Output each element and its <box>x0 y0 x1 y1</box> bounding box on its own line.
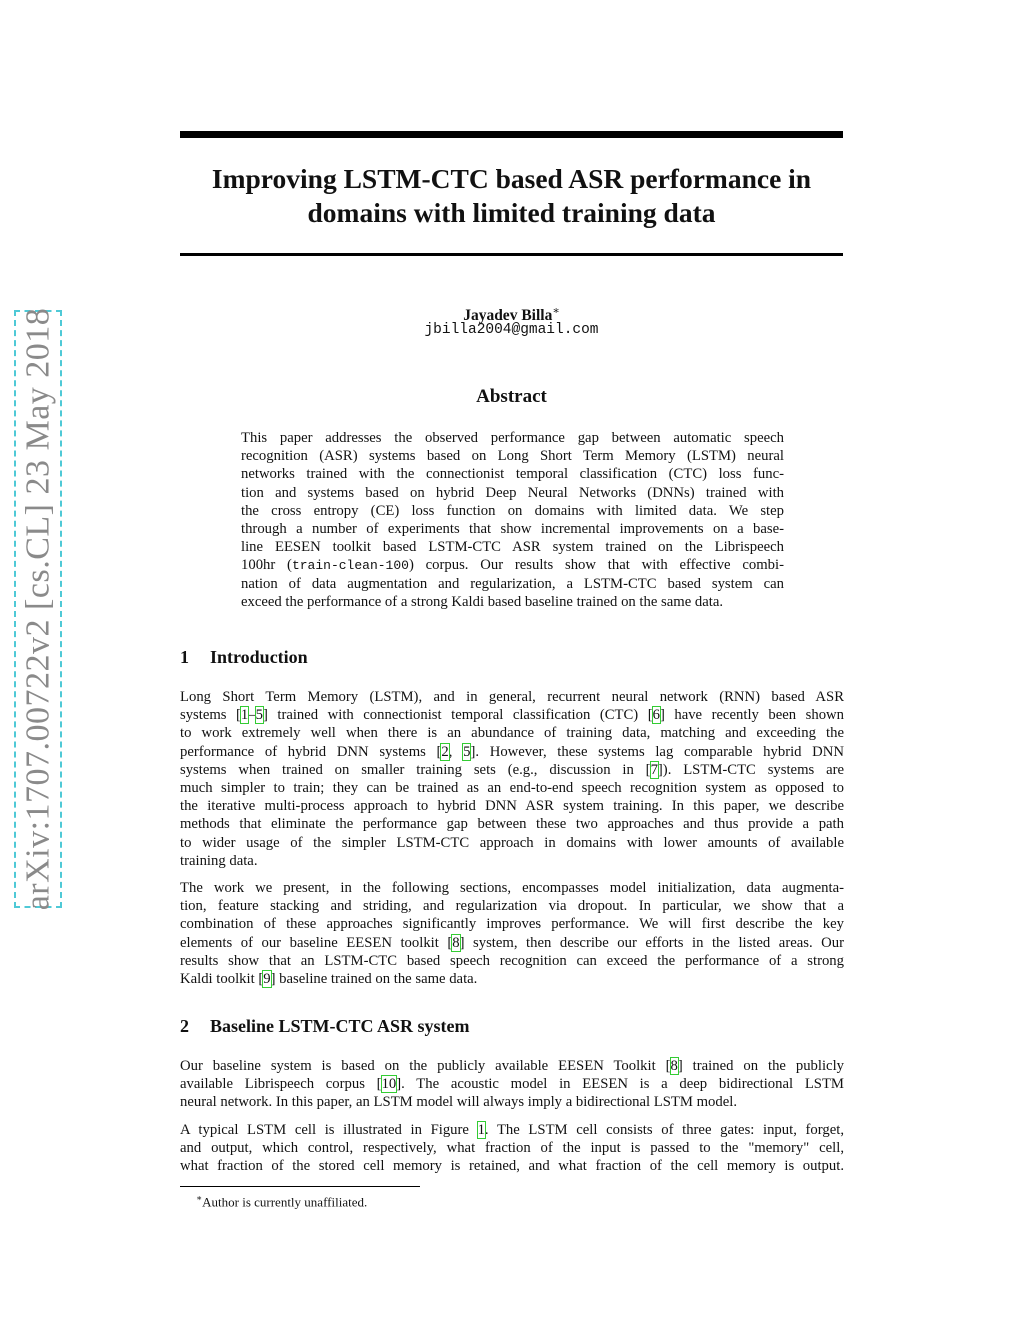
citation-link[interactable]: 6 <box>652 707 660 724</box>
title-line-1: Improving LSTM-CTC based ASR performance in <box>211 163 812 194</box>
paragraph-line <box>180 1075 844 1093</box>
text: ]). LSTM-CTC systems are <box>657 761 844 778</box>
text: Kaldi toolkit [ <box>180 970 264 987</box>
paragraph-line: much simpler to train; they can be trained as an end-to-end speech recognition system as opposed to <box>180 779 844 796</box>
arxiv-stamp <box>14 307 62 911</box>
title-rule-top <box>180 131 843 138</box>
paragraph-line: to work extremely well when there is an abundance of training data, matching and exceeding the <box>180 725 844 742</box>
footnote-text: Author is currently unaffiliated. <box>202 1194 368 1210</box>
paragraph-line: Long Short Term Memory (LSTM), and in general, recurrent neural network (RNN) based ASR <box>180 689 844 705</box>
abstract-line: This paper addresses the observed performance gap between automatic speech <box>241 430 784 446</box>
text: systems when trained on smaller training sets (e.g., discussion in [ <box>180 761 651 778</box>
citation-link[interactable]: 8 <box>670 1058 678 1074</box>
paragraph-line <box>180 1057 844 1075</box>
footnote <box>196 1190 796 1210</box>
intro-paragraph-2 <box>180 879 844 988</box>
text: . The LSTM cell consists of three gates: input, forget, <box>484 1122 844 1138</box>
citation-link[interactable]: 8 <box>452 934 460 951</box>
paragraph-line: neural network. In this paper, an LSTM model will always imply a bidirectional LSTM model. <box>180 1094 738 1111</box>
text: ]. However, these systems lag comparable hybrid DNN <box>470 743 845 760</box>
text: ]. The acoustic model in EESEN is a deep bidirectional LSTM <box>396 1076 844 1093</box>
citation-link[interactable]: 5 <box>463 743 471 760</box>
paragraph-line <box>180 1121 844 1139</box>
citation-link[interactable]: 1 <box>240 707 249 724</box>
text: , <box>448 743 464 760</box>
section-number: 2 <box>180 1016 189 1036</box>
abstract-line: nation of data augmentation and regularization, a LSTM-CTC based system can <box>241 575 784 592</box>
section-title: Baseline LSTM-CTC ASR system <box>210 1016 470 1036</box>
paragraph-line: combination of these approaches significantly improves performance. We will first describe the key <box>180 916 844 933</box>
section-heading-introduction <box>180 646 843 668</box>
abstract-line: through a number of experiments that show incremental improvements on a base- <box>241 520 784 537</box>
text: Our baseline system is based on the publicly available EESEN Toolkit [ <box>180 1058 671 1074</box>
text: – <box>248 707 256 724</box>
abstract-line: exceed the performance of a strong Kaldi based baseline trained on the same data. <box>241 593 724 610</box>
text: ] system, then describe our efforts in the listed areas. Our <box>459 934 845 951</box>
text: A typical LSTM cell is illustrated in Figure <box>180 1122 478 1138</box>
paragraph-line <box>180 706 844 724</box>
citation-link[interactable]: 5 <box>255 707 263 724</box>
citation-link[interactable]: 7 <box>650 761 658 778</box>
citation-link[interactable]: 2 <box>441 743 449 760</box>
paragraph-line: The work we present, in the following sections, encompasses model initialization, data augmenta- <box>180 880 844 896</box>
section-number: 1 <box>180 647 189 667</box>
paragraph-line: training data. <box>180 852 258 869</box>
text: ] trained on the publicly <box>677 1058 845 1074</box>
paragraph-line <box>180 970 844 988</box>
text: ] have recently been shown <box>659 707 844 724</box>
baseline-paragraph-2 <box>180 1121 844 1176</box>
paragraph-line: methods that eliminate the performance gap between these two approaches and thus provide a path <box>180 816 844 833</box>
abstract-line: networks trained with the connectionist temporal classification (CTC) loss func- <box>241 466 784 483</box>
paragraph-line <box>180 743 844 761</box>
abstract-heading: Abstract <box>476 386 547 407</box>
author-email[interactable]: jbilla2004@gmail.com <box>424 322 599 338</box>
footnote-mark: ∗ <box>196 1193 203 1203</box>
abstract-line: recognition (ASR) systems based on Long Short Term Memory (LSTM) neural <box>241 448 784 465</box>
text: ] baseline trained on the same data. <box>270 970 478 987</box>
abstract-text: corpus. Our results show that with effective combi- <box>425 557 784 574</box>
citation-link[interactable]: 9 <box>263 970 271 987</box>
corpus-code: train-clean-100 <box>291 558 409 574</box>
author-name-text: Jayadev Billa <box>463 307 553 325</box>
footnote-rule <box>180 1186 420 1187</box>
title-rule-bottom <box>180 253 843 256</box>
title-line-2: domains with limited training data <box>307 197 716 228</box>
abstract-body <box>241 429 784 611</box>
abstract-line: tion and systems based on hybrid Deep Neural Networks (DNNs) trained with <box>241 484 784 501</box>
intro-paragraph-1 <box>180 688 844 870</box>
text: systems [ <box>180 707 241 724</box>
author-footnote-mark[interactable]: ∗ <box>552 305 560 317</box>
section-heading-baseline <box>180 1015 843 1037</box>
baseline-paragraph-1 <box>180 1057 844 1112</box>
paragraph-line: to wider usage of the simpler LSTM-CTC approach in domains with lower amounts of available <box>180 834 844 851</box>
text: ] trained with connectionist temporal classification (CTC) [ <box>262 707 653 724</box>
abstract-text: ) <box>408 557 426 574</box>
paragraph-line <box>180 934 844 952</box>
paragraph-line <box>180 761 844 779</box>
section-title: Introduction <box>210 647 308 667</box>
paragraph-line: and output, which control, respectively, what fraction of the input is passed to the "memory" cell, <box>180 1140 844 1157</box>
abstract-text: 100hr ( <box>241 557 292 574</box>
paragraph-line: what fraction of the stored cell memory is retained, and what fraction of the cell memory is output. <box>180 1158 844 1175</box>
paper-title <box>180 162 843 230</box>
figure-link[interactable]: 1 <box>477 1122 485 1138</box>
arxiv-identifier: arXiv:1707.00722v2 [cs.CL] 23 May 2018 <box>19 307 57 911</box>
text: available Librispeech corpus [ <box>180 1076 382 1093</box>
paragraph-line: the iterative multi-process approach to hybrid DNN ASR system training. In this paper, we describe <box>180 798 844 815</box>
abstract-line: the cross entropy (CE) loss function on domains with limited data. We step <box>241 502 784 519</box>
paragraph-line: tion, feature stacking and striding, and regularization via dropout. In particular, we show that a <box>180 898 844 915</box>
text: performance of hybrid DNN systems [ <box>180 743 442 760</box>
text: elements of our baseline EESEN toolkit [ <box>180 934 453 951</box>
citation-link[interactable]: 10 <box>381 1076 397 1093</box>
abstract-line: line EESEN toolkit based LSTM-CTC ASR system trained on the Librispeech <box>241 539 784 556</box>
paragraph-line: results show that an LSTM-CTC based speech recognition can exceed the performance of a strong <box>180 952 844 969</box>
abstract-line <box>241 556 784 574</box>
